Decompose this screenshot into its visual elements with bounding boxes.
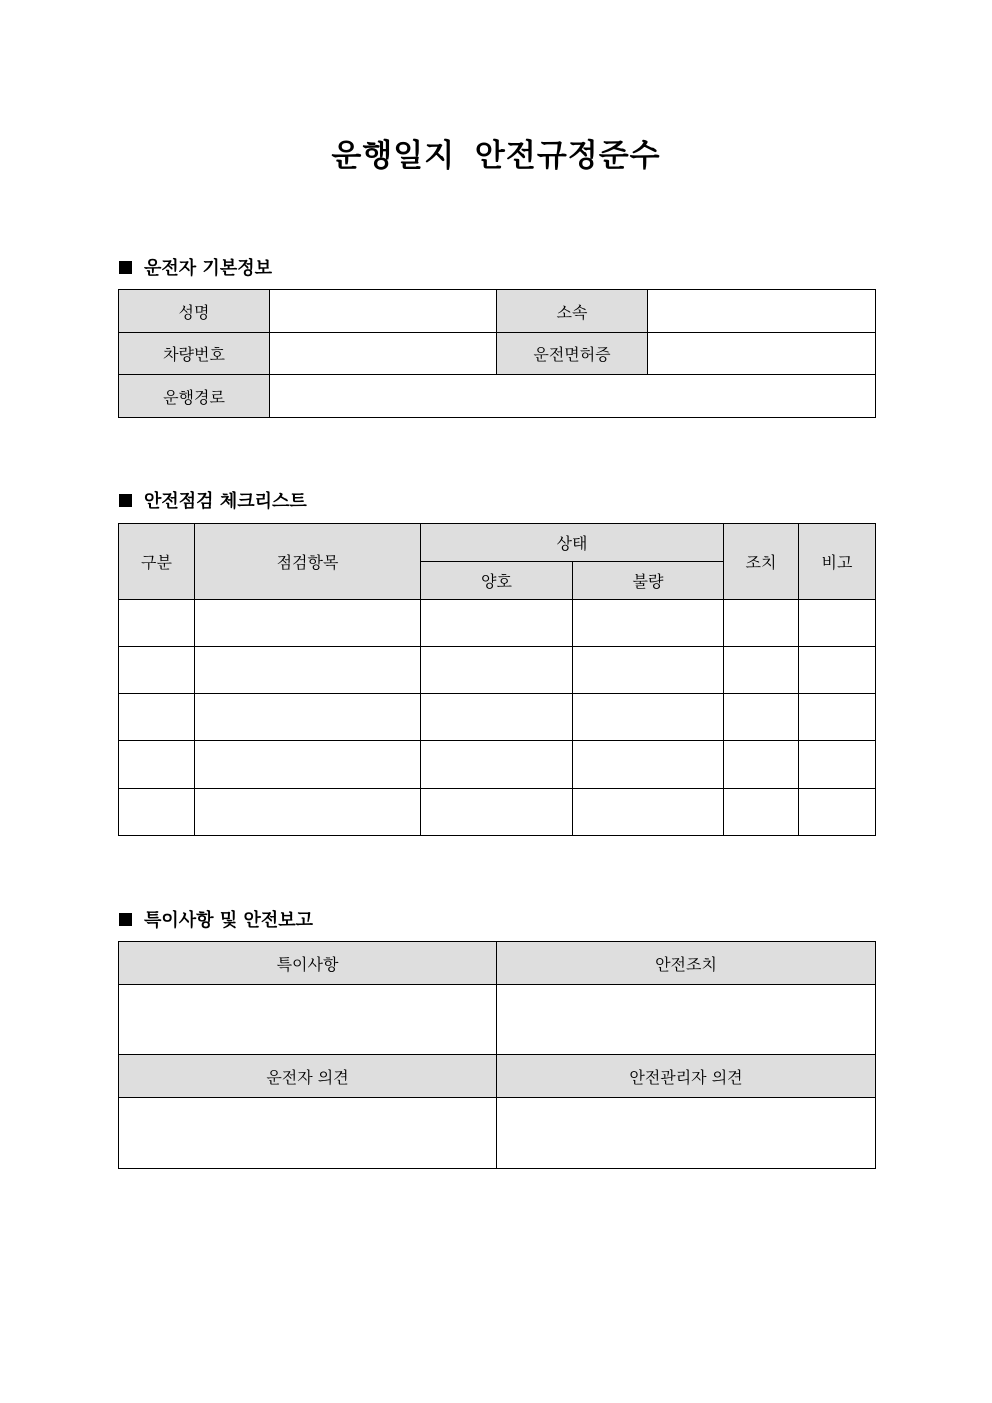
table-row [119,290,876,333]
checklist-table [118,523,876,836]
route-field[interactable] [270,375,876,418]
good-cell[interactable] [421,647,573,694]
vehicle-number-label: 차량번호 [119,333,270,375]
license-field[interactable] [648,333,876,375]
report-heading [119,906,313,932]
safety-measures-field[interactable] [497,985,876,1055]
name-field[interactable] [270,290,497,333]
good-cell[interactable] [421,789,573,836]
driver-opinion-label: 운전자 의견 [119,1055,497,1098]
driver-info-heading-text: 운전자 기본정보 [144,258,272,279]
bad-cell[interactable] [573,647,724,694]
category-cell[interactable] [119,647,195,694]
category-cell[interactable] [119,600,195,647]
bad-cell[interactable] [573,600,724,647]
category-cell[interactable] [119,741,195,789]
checklist-heading [119,487,307,513]
safety-measures-label: 안전조치 [497,942,876,985]
note-cell[interactable] [799,694,876,741]
item-cell[interactable] [195,647,421,694]
item-cell[interactable] [195,741,421,789]
note-cell[interactable] [799,741,876,789]
special-notes-label: 특이사항 [119,942,497,985]
table-row [119,647,876,694]
table-row [119,789,876,836]
driver-info-heading [119,254,272,280]
action-cell[interactable] [724,694,799,741]
special-notes-field[interactable] [119,985,497,1055]
checklist-header-row [119,524,876,562]
report-table [118,941,876,1169]
category-cell[interactable] [119,694,195,741]
good-header: 양호 [421,562,573,600]
note-cell[interactable] [799,647,876,694]
good-cell[interactable] [421,600,573,647]
note-header: 비고 [799,524,876,600]
name-label: 성명 [119,290,270,333]
manager-opinion-field[interactable] [497,1098,876,1169]
bad-cell[interactable] [573,694,724,741]
action-cell[interactable] [724,647,799,694]
driver-info-table [118,289,876,418]
bad-cell[interactable] [573,789,724,836]
table-row [119,1098,876,1169]
affiliation-label: 소속 [497,290,648,333]
table-row [119,694,876,741]
action-cell[interactable] [724,741,799,789]
bad-cell[interactable] [573,741,724,789]
manager-opinion-label: 안전관리자 의견 [497,1055,876,1098]
item-header: 점검항목 [195,524,421,600]
bad-header: 불량 [573,562,724,600]
checklist-heading-text: 안전점검 체크리스트 [144,491,307,512]
table-row [119,1055,876,1098]
item-cell[interactable] [195,789,421,836]
good-cell[interactable] [421,694,573,741]
action-header: 조치 [724,524,799,600]
table-row [119,333,876,375]
route-label: 운행경로 [119,375,270,418]
license-label: 운전면허증 [497,333,648,375]
good-cell[interactable] [421,741,573,789]
square-bullet-icon [119,494,132,507]
table-row [119,741,876,789]
action-cell[interactable] [724,600,799,647]
category-header: 구분 [119,524,195,600]
document-title: 운행일지 안전규정준수 [331,138,661,174]
vehicle-number-field[interactable] [270,333,497,375]
action-cell[interactable] [724,789,799,836]
status-header: 상태 [421,524,724,562]
table-row [119,942,876,985]
driver-opinion-field[interactable] [119,1098,497,1169]
table-row [119,600,876,647]
report-heading-text: 특이사항 및 안전보고 [144,910,314,931]
category-cell[interactable] [119,789,195,836]
note-cell[interactable] [799,789,876,836]
table-row [119,985,876,1055]
table-row [119,375,876,418]
affiliation-field[interactable] [648,290,876,333]
item-cell[interactable] [195,694,421,741]
square-bullet-icon [119,913,132,926]
square-bullet-icon [119,261,132,274]
item-cell[interactable] [195,600,421,647]
note-cell[interactable] [799,600,876,647]
